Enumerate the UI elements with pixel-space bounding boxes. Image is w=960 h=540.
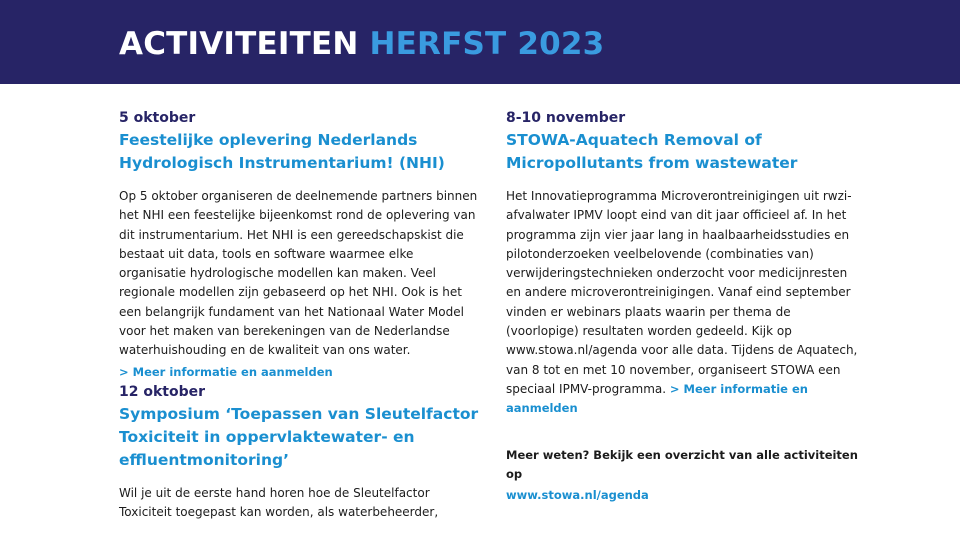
event-title: Symposium ‘Toepassen van Sleutelfactor Toxiciteit in oppervlaktewater- en effluentmonitoring’ <box>119 404 479 469</box>
spacer <box>506 419 866 446</box>
event-link-line <box>119 361 479 382</box>
more-info-intro: Meer weten? Bekijk een overzicht van alle activiteiten op <box>506 447 858 481</box>
event-toxicity-symposium <box>119 382 479 523</box>
agenda-link[interactable]: www.stowa.nl/agenda <box>506 487 649 502</box>
event-nhi <box>119 108 479 382</box>
header-banner <box>0 0 960 84</box>
right-column <box>506 108 866 505</box>
left-column <box>119 108 479 522</box>
event-aquatech <box>506 108 866 419</box>
more-info-link[interactable]: > Meer informatie en aanmelden <box>506 381 808 416</box>
event-date: 12 oktober <box>119 383 206 400</box>
event-date: 8-10 november <box>506 110 626 126</box>
event-description: Het Innovatieprogramma Microverontreinigingen uit rwzi-afvalwater IPMV loopt eind van dit jaar officieel af. In het programma zijn vier jaar lang in haalbaarheidsstudies en pilotonderzoeken veelbelovende (combinaties van) verwijderingstechnieken onderzocht voor medicijnresten en andere microverontreinigingen. Vanaf eind september vinden er webinars plaats waarin per thema de (voorlopige) resultaten worden gedeeld. Kijk op www.stowa.nl/agenda voor alle data. Tijdens de Aquatech, van 8 tot en met 10 november, organiseert STOWA een speciaal IPMV-programma. <box>506 189 858 396</box>
event-title: Feestelijke oplevering Nederlands Hydrologisch Instrumentarium! (NHI) <box>119 131 445 172</box>
more-info-link[interactable]: > Meer informatie en aanmelden <box>119 364 333 379</box>
agenda-link-line <box>506 484 866 505</box>
event-description-wrap <box>506 187 866 419</box>
event-description: Op 5 oktober organiseren de deelnemende partners binnen het NHI een feestelijke bijeenkomst rond de oplevering van dit instrumentarium. Het NHI is een gereedschapskist die bestaat uit data, tools en software waarmee elke organisatie hydrologische modellen kan maken. Veel regionale modellen zijn gebaseerd op het NHI. Ook is het een belangrijk fundament van het Nationaal Water Model voor het maken van berekeningen van de Nederlandse waterhuishouding en de kwaliteit van ons water. <box>119 189 478 358</box>
event-date: 5 oktober <box>119 110 196 126</box>
event-title: STOWA-Aquatech Removal of Micropollutants from wastewater <box>506 131 798 172</box>
page-title-activities: ACTIVITEITEN <box>119 26 359 62</box>
page-title <box>119 24 604 64</box>
event-description: Wil je uit de eerste hand horen hoe de Sleutelfactor Toxiciteit toegepast kan worden, als waterbeheerder, <box>119 485 439 519</box>
page-title-season: HERFST 2023 <box>369 26 605 62</box>
